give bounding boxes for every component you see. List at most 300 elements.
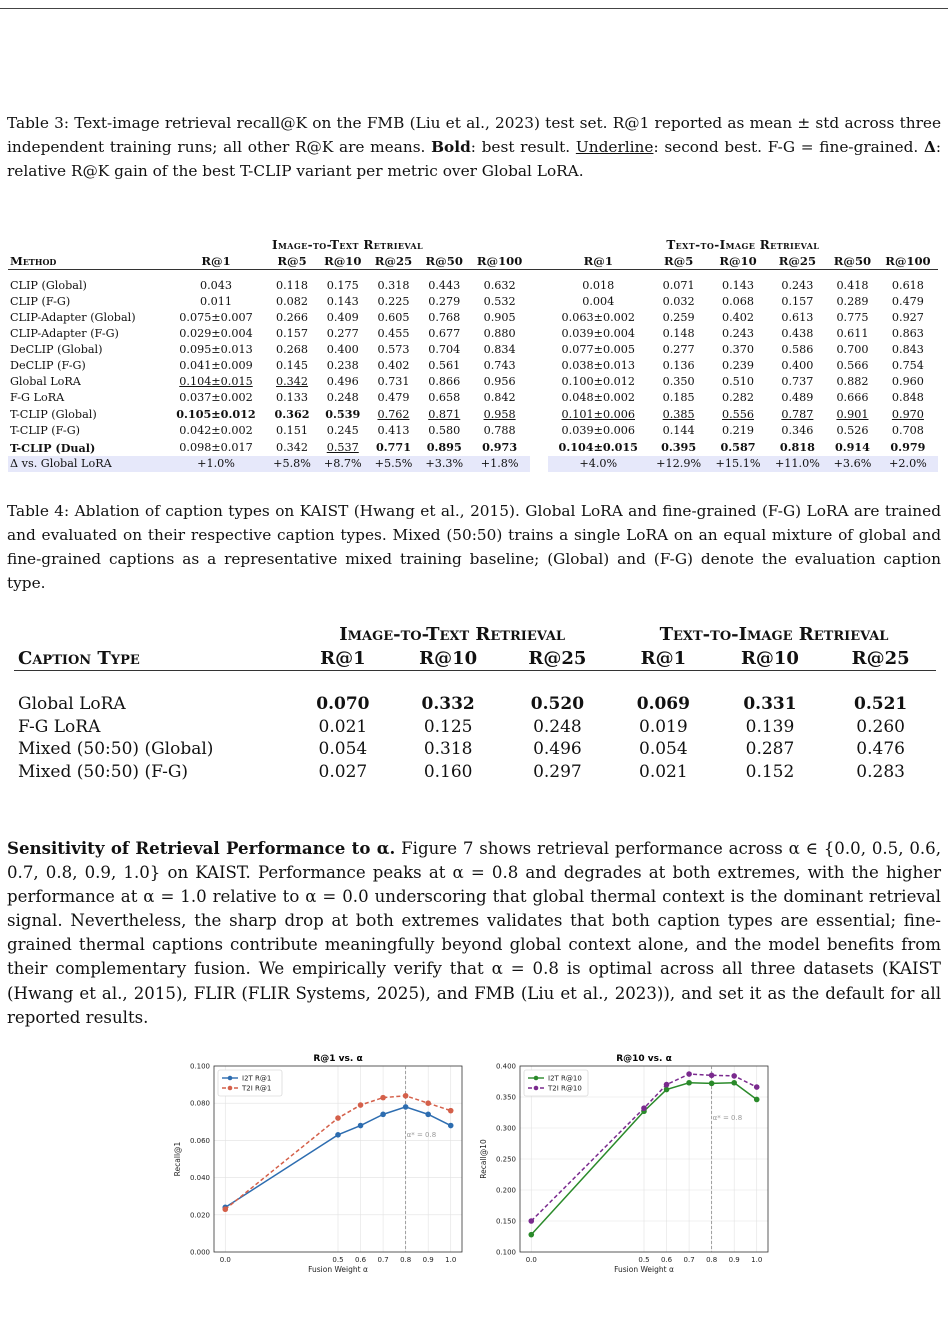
- cell-i2t: 0.175: [326, 279, 359, 292]
- table4-group-t2i: Text-to-Image Retrieval: [659, 623, 889, 645]
- header-caption-type: Caption Type: [14, 646, 292, 671]
- y-tick-label: 0.250: [495, 1155, 516, 1164]
- cell-i2t: 0.011: [199, 295, 233, 308]
- x-tick-label: 1.0: [445, 1256, 457, 1264]
- header-metric: R@5: [267, 253, 318, 270]
- caption-part: : best result.: [470, 138, 576, 156]
- cell-t2i: 0.143: [721, 279, 755, 292]
- header-metric: R@50: [827, 253, 878, 270]
- legend-label: I2T R@1: [242, 1074, 272, 1083]
- cell-t2i: 0.700: [836, 343, 869, 356]
- caption-type-name: F-G LoRA: [18, 716, 101, 737]
- y-tick-label: 0.400: [495, 1062, 516, 1071]
- cell-value: 0.070: [316, 694, 370, 715]
- data-point: [448, 1108, 454, 1114]
- cell-i2t: 0.145: [276, 359, 309, 372]
- table-row: [8, 358, 938, 374]
- cell-t2i: 0.613: [781, 311, 814, 324]
- table-row: [8, 390, 938, 406]
- y-tick-label: 0.000: [189, 1248, 210, 1257]
- cell-i2t: 0.400: [326, 343, 359, 356]
- delta-i2t: +8.7%: [317, 456, 368, 472]
- cell-i2t: 0.043: [199, 279, 233, 292]
- cell-i2t: 0.605: [377, 311, 410, 324]
- cell-value: 0.021: [318, 716, 368, 737]
- header-gap: [530, 253, 548, 270]
- cell-i2t: 0.342: [276, 375, 309, 388]
- cell-value: 0.139: [745, 716, 795, 737]
- delta-t2i: +4.0%: [548, 456, 649, 472]
- table-row: [8, 374, 938, 390]
- x-tick-label: 0.5: [332, 1256, 344, 1264]
- cell-t2i: 0.400: [781, 359, 814, 372]
- cell-t2i: 0.077±0.005: [561, 343, 635, 356]
- cell-t2i: 0.395: [661, 440, 697, 454]
- header-metric: R@5: [649, 253, 708, 270]
- cell-i2t: 0.268: [276, 343, 309, 356]
- cell-i2t: 0.573: [377, 343, 410, 356]
- cell-t2i: 0.004: [582, 295, 615, 308]
- cell-t2i: 0.346: [781, 424, 814, 437]
- top-rule: [0, 8, 948, 9]
- table4-group-i2t: Image-to-Text Retrieval: [339, 623, 566, 645]
- chart-r10-vs-alpha: [476, 1052, 776, 1288]
- chart-r1-svg: [170, 1052, 470, 1284]
- cell-i2t: 0.539: [325, 407, 361, 421]
- cell-i2t: 0.266: [276, 311, 309, 324]
- cell-t2i: 0.848: [891, 391, 924, 404]
- cell-i2t: 0.082: [276, 295, 309, 308]
- legend-label: I2T R@10: [548, 1074, 582, 1083]
- cell-i2t: 0.105±0.012: [176, 407, 256, 421]
- data-point: [709, 1073, 715, 1079]
- x-tick-label: 0.6: [660, 1256, 673, 1264]
- cell-i2t: 0.118: [276, 279, 309, 292]
- cell-i2t: 0.041±0.009: [179, 359, 253, 372]
- data-point: [528, 1232, 534, 1238]
- cell-i2t: 0.731: [377, 375, 410, 388]
- header-metric: R@10: [317, 253, 368, 270]
- cell-t2i: 0.185: [662, 391, 695, 404]
- cell-i2t: 0.537: [326, 440, 359, 454]
- cell-t2i: 0.277: [662, 343, 695, 356]
- method-name: F-G LoRA: [10, 391, 65, 404]
- cell-t2i: 0.479: [891, 295, 924, 308]
- cell-value: 0.260: [856, 716, 905, 737]
- paragraph-body: Figure 7 shows retrieval performance across α ∈ {0.0, 0.5, 0.6, 0.7, 0.8, 0.9, 1.0} on KAIST. Performance peaks at α = 0.8 and degrades at both extremes, with the higher performance at α = 1.0 relative to α = 0.0 underscoring that global thermal context is the dominant retrieval signal. Nevertheless, the sharp drop at both extremes validates that both caption types are essential; fine-grained thermal captions contribute meaningfully beyond global context alone, and the model benefits from their complementary fusion. We empirically verify that α = 0.8 is optimal across all three datasets (KAIST (Hwang et al., 2015), FLIR (FLIR Systems, 2025), and FMB (Liu et al., 2023)), and set it as the default for all reported results.: [7, 839, 941, 1027]
- cell-value: 0.520: [530, 694, 585, 715]
- cell-i2t: 0.771: [375, 440, 412, 454]
- table-row: [14, 761, 936, 784]
- cell-t2i: 0.618: [891, 279, 924, 292]
- cell-t2i: 0.101±0.006: [561, 407, 635, 421]
- table-row: [8, 326, 938, 342]
- data-point: [754, 1097, 760, 1103]
- cell-i2t: 0.455: [377, 327, 410, 340]
- y-tick-label: 0.350: [495, 1093, 516, 1102]
- y-tick-label: 0.040: [189, 1174, 210, 1183]
- delta-t2i: +15.1%: [708, 456, 767, 472]
- y-tick-label: 0.020: [189, 1211, 210, 1220]
- x-tick-label: 0.7: [377, 1256, 389, 1264]
- data-point: [335, 1115, 341, 1121]
- header-metric: R@25: [825, 646, 936, 671]
- y-tick-label: 0.100: [189, 1062, 210, 1071]
- caption-type-name: Global LoRA: [18, 694, 126, 715]
- cell-i2t: 0.279: [428, 295, 461, 308]
- data-point: [686, 1071, 692, 1077]
- caption-part: Table 3: Text-image retrieval recall@K on the FMB (Liu et al., 2023) test set. R@1 reported as mean ± std across three independent training runs; all other R@K are means.: [7, 114, 941, 156]
- y-tick-label: 0.100: [495, 1248, 516, 1257]
- y-tick-label: 0.080: [189, 1099, 210, 1108]
- cell-i2t: 0.743: [483, 359, 516, 372]
- x-tick-label: 0.0: [525, 1256, 537, 1264]
- caption-part: : relative R@K gain of the best T-CLIP variant per metric over Global LoRA.: [7, 138, 941, 180]
- header-metric: R@100: [470, 253, 530, 270]
- cell-i2t: 0.842: [483, 391, 516, 404]
- cell-t2i: 0.259: [662, 311, 695, 324]
- header-metric: R@1: [612, 646, 715, 671]
- table-row: [8, 342, 938, 358]
- header-metric: R@10: [715, 646, 826, 671]
- data-point: [731, 1073, 737, 1079]
- cell-value: 0.287: [745, 739, 795, 760]
- cell-value: 0.160: [423, 761, 473, 782]
- cell-i2t: 0.362: [274, 407, 310, 421]
- cell-i2t: 0.037±0.002: [179, 391, 253, 404]
- cell-t2i: 0.239: [721, 359, 755, 372]
- delta-i2t: +5.8%: [267, 456, 318, 472]
- cell-t2i: 0.510: [721, 375, 755, 388]
- cell-i2t: 0.075±0.007: [179, 311, 253, 324]
- cell-i2t: 0.277: [326, 327, 359, 340]
- method-name: CLIP-Adapter (F-G): [10, 327, 119, 340]
- cell-t2i: 0.144: [662, 424, 695, 437]
- method-name: CLIP-Adapter (Global): [10, 311, 136, 324]
- chart-title: R@1 vs. α: [313, 1054, 363, 1064]
- cell-t2i: 0.914: [834, 440, 870, 454]
- cell-t2i: 0.418: [836, 279, 869, 292]
- cell-value: 0.069: [636, 694, 690, 715]
- cell-i2t: 0.042±0.002: [179, 424, 253, 437]
- cell-i2t: 0.151: [276, 424, 309, 437]
- cell-i2t: 0.409: [326, 311, 359, 324]
- method-name: DeCLIP (F-G): [10, 359, 86, 372]
- method-name: CLIP (Global): [10, 279, 87, 292]
- cell-t2i: 0.566: [836, 359, 869, 372]
- legend-label: T2I R@10: [548, 1084, 582, 1093]
- cell-value: 0.019: [639, 716, 688, 737]
- cell-i2t: 0.496: [326, 375, 359, 388]
- cell-i2t: 0.245: [326, 424, 359, 437]
- table4: [14, 622, 936, 783]
- cell-t2i: 0.708: [891, 424, 924, 437]
- cell-value: 0.318: [423, 739, 473, 760]
- header-metric: R@25: [768, 253, 827, 270]
- delta-i2t: +5.5%: [368, 456, 419, 472]
- cell-i2t: 0.413: [377, 424, 410, 437]
- y-axis-label: Recall@10: [479, 1139, 488, 1179]
- cell-t2i: 0.489: [781, 391, 814, 404]
- x-axis-label: Fusion Weight α: [614, 1265, 674, 1274]
- data-point: [380, 1112, 386, 1118]
- cell-t2i: 0.970: [891, 407, 924, 421]
- header-metric: R@25: [368, 253, 419, 270]
- cell-i2t: 0.905: [483, 311, 516, 324]
- cell-t2i: 0.587: [720, 440, 756, 454]
- x-tick-label: 0.5: [638, 1256, 650, 1264]
- cell-value: 0.521: [854, 694, 908, 715]
- cell-i2t: 0.866: [428, 375, 461, 388]
- x-tick-label: 0.8: [706, 1256, 718, 1264]
- cell-t2i: 0.038±0.013: [561, 359, 635, 372]
- cell-t2i: 0.611: [836, 327, 869, 340]
- data-point: [425, 1112, 431, 1118]
- cell-t2i: 0.289: [836, 295, 869, 308]
- cell-t2i: 0.385: [662, 407, 695, 421]
- cell-t2i: 0.104±0.015: [558, 440, 638, 454]
- delta-row: [8, 456, 938, 472]
- cell-t2i: 0.754: [891, 359, 924, 372]
- x-tick-label: 0.9: [422, 1256, 434, 1264]
- cell-i2t: 0.238: [326, 359, 359, 372]
- y-tick-label: 0.150: [495, 1217, 516, 1226]
- header-metric: R@10: [394, 646, 503, 671]
- table-row: [14, 738, 936, 761]
- delta-i2t: +3.3%: [419, 456, 470, 472]
- cell-i2t: 0.895: [426, 440, 462, 454]
- header-metric: R@10: [708, 253, 767, 270]
- delta-i2t: +1.0%: [165, 456, 266, 472]
- y-tick-label: 0.200: [495, 1186, 516, 1195]
- cell-t2i: 0.438: [781, 327, 814, 340]
- caption-type-name: Mixed (50:50) (F-G): [18, 761, 189, 782]
- legend-marker: [534, 1076, 539, 1081]
- data-point: [754, 1084, 760, 1090]
- cell-i2t: 0.133: [276, 391, 309, 404]
- cell-value: 0.297: [533, 761, 582, 782]
- cell-i2t: 0.871: [428, 407, 461, 421]
- table-row: [14, 693, 936, 716]
- table-row: [8, 278, 938, 294]
- caption-type-name: Mixed (50:50) (Global): [18, 739, 214, 760]
- cell-i2t: 0.143: [326, 295, 359, 308]
- cell-t2i: 0.927: [891, 311, 924, 324]
- cell-t2i: 0.787: [781, 407, 814, 421]
- cell-t2i: 0.526: [836, 424, 869, 437]
- legend-label: T2I R@1: [242, 1084, 272, 1093]
- delta-i2t: +1.8%: [470, 456, 530, 472]
- header-metric: R@1: [548, 253, 649, 270]
- cell-t2i: 0.282: [721, 391, 755, 404]
- cell-t2i: 0.068: [721, 295, 755, 308]
- header-metric: R@100: [878, 253, 938, 270]
- cell-t2i: 0.063±0.002: [561, 311, 635, 324]
- table-row: [8, 423, 938, 439]
- cell-value: 0.332: [421, 694, 475, 715]
- header-metric: R@1: [292, 646, 393, 671]
- cell-t2i: 0.370: [721, 343, 755, 356]
- data-point: [222, 1206, 228, 1212]
- cell-t2i: 0.350: [662, 375, 695, 388]
- table-row: [8, 439, 938, 456]
- cell-i2t: 0.225: [377, 295, 410, 308]
- cell-t2i: 0.960: [891, 375, 924, 388]
- cell-t2i: 0.157: [781, 295, 814, 308]
- cell-t2i: 0.071: [662, 279, 695, 292]
- cell-t2i: 0.818: [779, 440, 815, 454]
- optimal-alpha-label: α* = 0.8: [406, 1131, 437, 1139]
- data-point: [403, 1104, 409, 1110]
- cell-i2t: 0.157: [276, 327, 309, 340]
- cell-i2t: 0.704: [428, 343, 461, 356]
- x-tick-label: 1.0: [751, 1256, 763, 1264]
- cell-t2i: 0.901: [836, 407, 869, 421]
- y-tick-label: 0.300: [495, 1124, 516, 1133]
- cell-i2t: 0.098±0.017: [179, 440, 253, 454]
- data-point: [686, 1080, 692, 1086]
- cell-t2i: 0.018: [582, 279, 615, 292]
- cell-t2i: 0.219: [721, 424, 755, 437]
- data-point: [403, 1093, 409, 1099]
- header-metric: R@50: [419, 253, 470, 270]
- cell-i2t: 0.958: [483, 407, 516, 421]
- cell-t2i: 0.148: [662, 327, 695, 340]
- data-point: [731, 1080, 737, 1086]
- cell-t2i: 0.737: [781, 375, 814, 388]
- delta-t2i: +3.6%: [827, 456, 878, 472]
- cell-i2t: 0.632: [483, 279, 516, 292]
- x-axis-label: Fusion Weight α: [308, 1265, 368, 1274]
- cell-i2t: 0.580: [428, 424, 461, 437]
- table-row: [8, 406, 938, 423]
- cell-t2i: 0.882: [836, 375, 869, 388]
- method-name: T-CLIP (Dual): [10, 440, 96, 455]
- cell-i2t: 0.342: [276, 440, 309, 454]
- cell-t2i: 0.863: [891, 327, 924, 340]
- cell-t2i: 0.666: [836, 391, 869, 404]
- cell-i2t: 0.029±0.004: [179, 327, 253, 340]
- cell-i2t: 0.768: [428, 311, 461, 324]
- chart-r10-svg: [476, 1052, 776, 1284]
- cell-i2t: 0.479: [377, 391, 410, 404]
- chart-title: R@10 vs. α: [616, 1054, 672, 1064]
- cell-value: 0.331: [743, 694, 797, 715]
- cell-i2t: 0.788: [483, 424, 516, 437]
- delta-t2i: +11.0%: [768, 456, 827, 472]
- data-point: [380, 1095, 386, 1101]
- cell-t2i: 0.775: [836, 311, 869, 324]
- cell-value: 0.496: [533, 739, 582, 760]
- cell-t2i: 0.979: [890, 440, 926, 454]
- caption-part: : second best. F-G = fine-grained.: [653, 138, 924, 156]
- cell-t2i: 0.032: [662, 295, 695, 308]
- data-point: [641, 1105, 647, 1111]
- method-name: DeCLIP (Global): [10, 343, 103, 356]
- cell-t2i: 0.136: [662, 359, 695, 372]
- y-axis-label: Recall@1: [173, 1141, 182, 1177]
- method-name: T-CLIP (Global): [10, 407, 97, 421]
- alpha-sensitivity-paragraph: [7, 836, 941, 1030]
- cell-i2t: 0.532: [483, 295, 516, 308]
- cell-t2i: 0.843: [891, 343, 924, 356]
- header-metric: R@25: [503, 646, 612, 671]
- data-point: [358, 1102, 364, 1108]
- x-tick-label: 0.8: [400, 1256, 412, 1264]
- table3-group-i2t: Image-to-Text Retrieval: [271, 238, 423, 252]
- data-point: [358, 1123, 364, 1129]
- table4-caption: Table 4: Ablation of caption types on KAIST (Hwang et al., 2015). Global LoRA and fine-grained (F-G) LoRA are trained and evaluated on their respective caption types. Mixed (50:50) trains a single LoRA on an equal mixture of global and fine-grained captions as a representative mixed training baseline; (Global) and (F-G) denote the evaluation caption type.: [7, 502, 941, 592]
- table-row: [14, 716, 936, 739]
- legend-marker: [534, 1086, 539, 1091]
- cell-value: 0.125: [423, 716, 473, 737]
- cell-value: 0.152: [745, 761, 795, 782]
- data-point: [528, 1218, 534, 1224]
- cell-i2t: 0.104±0.015: [179, 375, 253, 388]
- legend-marker: [228, 1076, 233, 1081]
- cell-i2t: 0.402: [377, 359, 410, 372]
- method-name: CLIP (F-G): [10, 295, 71, 308]
- method-name: Global LoRA: [10, 375, 81, 388]
- cell-i2t: 0.677: [428, 327, 461, 340]
- x-tick-label: 0.7: [683, 1256, 695, 1264]
- cell-i2t: 0.318: [377, 279, 410, 292]
- table-row: [8, 294, 938, 310]
- method-name: T-CLIP (F-G): [10, 424, 80, 437]
- x-tick-label: 0.0: [219, 1256, 231, 1264]
- data-point: [664, 1082, 670, 1088]
- x-tick-label: 0.9: [728, 1256, 740, 1264]
- cell-t2i: 0.100±0.012: [561, 375, 635, 388]
- optimal-alpha-label: α* = 0.8: [712, 1114, 743, 1122]
- cell-i2t: 0.443: [428, 279, 461, 292]
- cell-value: 0.248: [533, 716, 582, 737]
- cell-i2t: 0.762: [377, 407, 410, 421]
- table3: [8, 237, 938, 472]
- header-metric: R@1: [165, 253, 266, 270]
- table3-group-t2i: Text-to-Image Retrieval: [666, 238, 820, 252]
- cell-i2t: 0.973: [482, 440, 518, 454]
- delta-t2i: +2.0%: [878, 456, 938, 472]
- cell-value: 0.054: [639, 739, 688, 760]
- cell-t2i: 0.402: [721, 311, 755, 324]
- cell-t2i: 0.039±0.004: [561, 327, 635, 340]
- cell-i2t: 0.658: [428, 391, 461, 404]
- data-point: [335, 1132, 341, 1138]
- cell-t2i: 0.586: [781, 343, 814, 356]
- table3-caption: [7, 111, 941, 183]
- chart-r1-vs-alpha: [170, 1052, 470, 1288]
- caption-part: Δ: [923, 138, 936, 156]
- cell-i2t: 0.880: [483, 327, 516, 340]
- header-method: Method: [8, 253, 165, 270]
- cell-i2t: 0.834: [483, 343, 516, 356]
- cell-i2t: 0.248: [326, 391, 359, 404]
- cell-value: 0.283: [856, 761, 905, 782]
- cell-t2i: 0.243: [721, 327, 755, 340]
- caption-part: Underline: [575, 138, 654, 156]
- cell-value: 0.021: [639, 761, 688, 782]
- cell-t2i: 0.048±0.002: [561, 391, 635, 404]
- x-tick-label: 0.6: [354, 1256, 367, 1264]
- cell-i2t: 0.956: [483, 375, 516, 388]
- data-point: [709, 1081, 715, 1087]
- cell-value: 0.476: [856, 739, 905, 760]
- cell-t2i: 0.243: [781, 279, 814, 292]
- data-point: [448, 1123, 454, 1129]
- table-row: [8, 310, 938, 326]
- cell-i2t: 0.095±0.013: [179, 343, 253, 356]
